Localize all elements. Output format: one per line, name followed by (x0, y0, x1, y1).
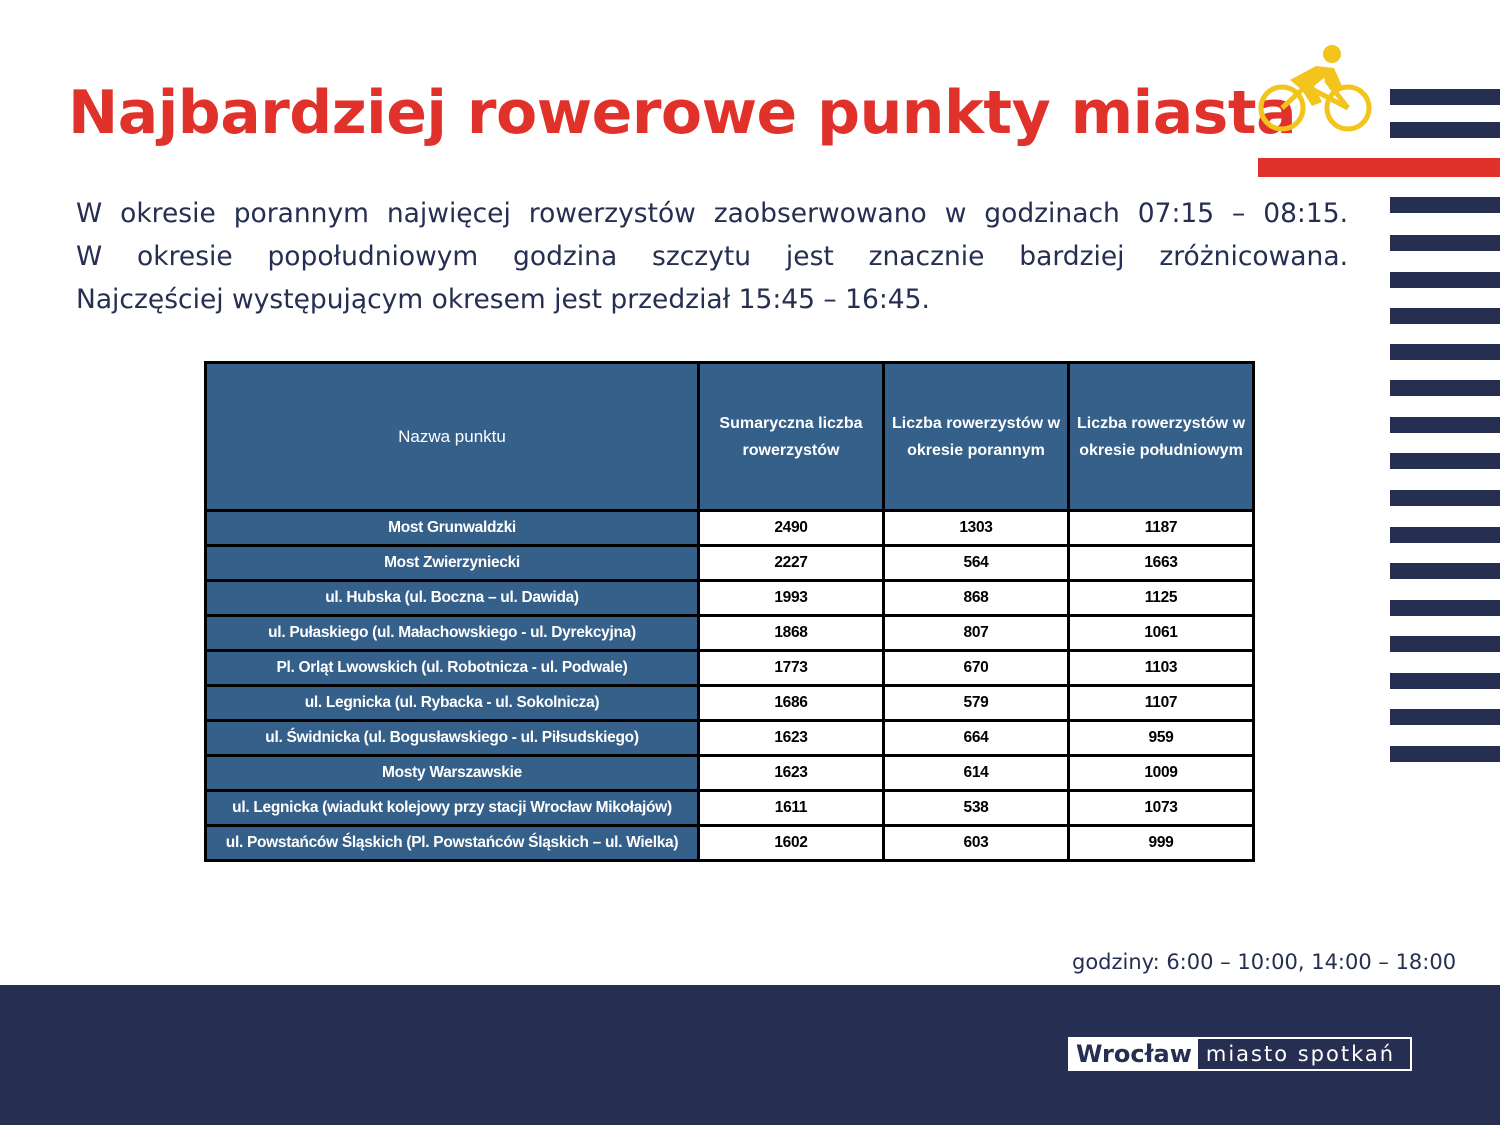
decor-stripe (1390, 563, 1500, 579)
total-cell: 1686 (699, 686, 884, 721)
wroclaw-logo (1068, 1037, 1412, 1071)
total-cell: 1868 (699, 616, 884, 651)
afternoon-cell: 1107 (1069, 686, 1254, 721)
total-cell: 1623 (699, 721, 884, 756)
morning-cell: 807 (884, 616, 1069, 651)
cyclist-icon (1256, 42, 1374, 140)
afternoon-cell: 1073 (1069, 791, 1254, 826)
afternoon-cell: 1125 (1069, 581, 1254, 616)
cycling-points-table (204, 361, 1255, 862)
intro-line: Najczęściej występującym okresem jest przedział 15:45 – 16:45. (76, 284, 930, 315)
decor-red-bar (1258, 158, 1500, 177)
decor-stripe (1390, 122, 1500, 138)
point-name-cell: ul. Legnicka (ul. Rybacka - ul. Sokolnicza) (206, 686, 699, 721)
afternoon-cell: 959 (1069, 721, 1254, 756)
total-cell: 2227 (699, 546, 884, 581)
decor-stripe (1390, 527, 1500, 543)
morning-cell: 538 (884, 791, 1069, 826)
header-point-name: Nazwa punktu (206, 363, 699, 511)
morning-cell: 664 (884, 721, 1069, 756)
decor-stripe (1390, 709, 1500, 725)
point-name-cell: ul. Hubska (ul. Boczna – ul. Dawida) (206, 581, 699, 616)
table-row (206, 511, 1254, 546)
decor-stripe (1390, 490, 1500, 506)
afternoon-cell: 1009 (1069, 756, 1254, 791)
point-name-cell: Most Grunwaldzki (206, 511, 699, 546)
table-row (206, 756, 1254, 791)
table-row (206, 826, 1254, 861)
afternoon-cell: 1061 (1069, 616, 1254, 651)
total-cell: 1993 (699, 581, 884, 616)
total-cell: 1602 (699, 826, 884, 861)
table-row (206, 686, 1254, 721)
total-cell: 1623 (699, 756, 884, 791)
decor-stripe (1390, 417, 1500, 433)
point-name-cell: ul. Pułaskiego (ul. Małachowskiego - ul. Dyrekcyjna) (206, 616, 699, 651)
logo-tagline: miasto spotkań (1205, 1042, 1396, 1066)
table-row (206, 546, 1254, 581)
afternoon-cell: 1103 (1069, 651, 1254, 686)
hours-note: godziny: 6:00 – 10:00, 14:00 – 18:00 (1072, 950, 1457, 974)
morning-cell: 603 (884, 826, 1069, 861)
decor-stripe (1390, 89, 1500, 105)
morning-cell: 564 (884, 546, 1069, 581)
table-row (206, 791, 1254, 826)
afternoon-cell: 999 (1069, 826, 1254, 861)
table-row (206, 616, 1254, 651)
page-title: Najbardziej rowerowe punkty miasta (68, 78, 1297, 148)
table-header-row (206, 363, 1254, 511)
point-name-cell: ul. Powstańców Śląskich (Pl. Powstańców Śląskich – ul. Wielka) (206, 826, 699, 861)
morning-cell: 614 (884, 756, 1069, 791)
intro-paragraph (76, 192, 1348, 321)
total-cell: 1773 (699, 651, 884, 686)
table-row (206, 581, 1254, 616)
decor-stripe (1390, 344, 1500, 360)
intro-line: W okresie popołudniowym godzina szczytu jest znacznie bardziej zróżnicowana. (76, 241, 1348, 272)
decor-stripe (1390, 380, 1500, 396)
total-cell: 1611 (699, 791, 884, 826)
decor-stripe (1390, 673, 1500, 689)
morning-cell: 670 (884, 651, 1069, 686)
point-name-cell: ul. Świdnicka (ul. Bogusławskiego - ul. Piłsudskiego) (206, 721, 699, 756)
decor-stripe (1390, 308, 1500, 324)
point-name-cell: Most Zwierzyniecki (206, 546, 699, 581)
point-name-cell: Pl. Orląt Lwowskich (ul. Robotnicza - ul. Podwale) (206, 651, 699, 686)
morning-cell: 579 (884, 686, 1069, 721)
afternoon-cell: 1663 (1069, 546, 1254, 581)
decor-stripe (1390, 600, 1500, 616)
decor-stripe (1390, 272, 1500, 288)
table-row (206, 721, 1254, 756)
point-name-cell: Mosty Warszawskie (206, 756, 699, 791)
decor-stripe (1390, 197, 1500, 213)
total-cell: 2490 (699, 511, 884, 546)
decor-stripe (1390, 746, 1500, 762)
morning-cell: 868 (884, 581, 1069, 616)
afternoon-cell: 1187 (1069, 511, 1254, 546)
logo-city: Wrocław (1070, 1039, 1198, 1069)
decor-stripe (1390, 636, 1500, 652)
table-row (206, 651, 1254, 686)
decor-stripe (1390, 235, 1500, 251)
decor-stripe (1390, 453, 1500, 469)
header-afternoon: Liczba rowerzystów w okresie południowym (1069, 363, 1254, 511)
header-morning: Liczba rowerzystów w okresie porannym (884, 363, 1069, 511)
morning-cell: 1303 (884, 511, 1069, 546)
point-name-cell: ul. Legnicka (wiadukt kolejowy przy stacji Wrocław Mikołajów) (206, 791, 699, 826)
intro-line: W okresie porannym najwięcej rowerzystów zaobserwowano w godzinach 07:15 – 08:15. (76, 198, 1348, 229)
header-total: Sumaryczna liczba rowerzystów (699, 363, 884, 511)
